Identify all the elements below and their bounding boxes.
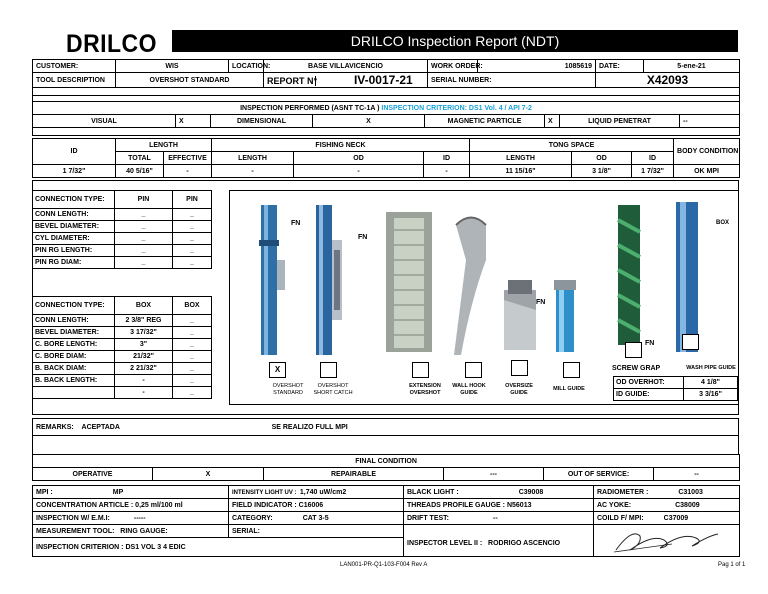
tool-desc-label: TOOL DESCRIPTION	[33, 73, 116, 88]
remarks-value: ACEPTADA	[81, 423, 120, 431]
drift-test-value: --	[493, 514, 498, 522]
fn-od-value: -	[294, 165, 424, 178]
radiometer-value: C31003	[678, 488, 703, 496]
magnetic-label: MAGNETIC PARTICLE	[425, 115, 545, 128]
row-label: PIN RG LENGTH:	[33, 245, 115, 257]
row-label: BEVEL DIAMETER:	[33, 327, 115, 339]
row-label: C. BORE LENGTH:	[33, 339, 115, 351]
report-number: IV-0017-21	[353, 73, 413, 87]
customer-value: WIS	[116, 60, 229, 73]
inspector-signature	[612, 526, 722, 556]
row-value-a: _	[115, 245, 173, 257]
row-label: B. BACK LENGTH:	[33, 375, 115, 387]
ts-length-header: LENGTH	[470, 152, 572, 165]
inspection-methods-table	[32, 114, 740, 136]
guide-dimensions-table	[613, 376, 738, 401]
emi-value: -----	[133, 514, 146, 522]
row-value-b: BOX	[173, 297, 212, 315]
wash-pipe-guide-image	[676, 202, 698, 352]
body-value: OK MPI	[674, 165, 740, 178]
magnetic-mark: X	[545, 115, 560, 128]
fn-id-header: ID	[424, 152, 470, 165]
overshot-standard-caption: OVERSHOT STANDARD	[272, 383, 304, 396]
concentration-label: CONCENTRATION ARTICLE :	[36, 501, 134, 509]
row-label: PIN RG DIAM:	[33, 257, 115, 269]
row-value-b: _	[173, 233, 212, 245]
row-label: CONNECTION TYPE:	[33, 191, 115, 209]
tool-illustrations	[256, 200, 746, 360]
row-label: B. BACK DIAM:	[33, 363, 115, 375]
fn-id-value: -	[424, 165, 470, 178]
customer-label: CUSTOMER:	[33, 60, 116, 73]
inspector-label: INSPECTOR LEVEL II :	[407, 540, 483, 547]
pin-connection-table	[32, 190, 212, 269]
tool-desc-value: OVERSHOT STANDARD	[116, 73, 264, 88]
row-value-b: _	[173, 351, 212, 363]
row-value-a: _	[115, 233, 173, 245]
connection-row	[33, 297, 212, 315]
page-number: Pag 1 of 1	[718, 562, 746, 568]
out-of-service-label: OUT OF SERVICE:	[544, 468, 654, 481]
ac-yoke-value: C38009	[675, 501, 700, 509]
coild-value: C37009	[663, 514, 689, 522]
serial-label: SERIAL NUMBER:	[428, 73, 596, 88]
connection-row	[33, 387, 212, 399]
fishing-neck-header: FISHING NECK	[212, 139, 470, 152]
threads-gauge-value: N56013	[506, 501, 532, 509]
row-label: BEVEL DIAMETER:	[33, 221, 115, 233]
remarks-note: SE REALIZO FULL MPI	[271, 423, 348, 431]
wash-pipe-checkbox[interactable]	[682, 334, 699, 350]
operative-label: OPERATIVE	[33, 468, 153, 481]
drilco-logo: DRILCO	[66, 30, 157, 58]
inspection-performed-label: INSPECTION PERFORMED (ASNT TC-1A )	[240, 104, 380, 112]
final-condition-table	[32, 454, 740, 481]
overshot-short-caption: OVERSHOT SHORT CATCH	[313, 383, 353, 396]
row-value-a: BOX	[115, 297, 173, 315]
location-label: LOCATION:	[229, 60, 264, 73]
inspection-criterion-label: INSPECTION CRITERION: DS1 Vol. 4 / API 7-2	[381, 104, 532, 112]
connection-row	[33, 363, 212, 375]
dimensions-table	[32, 138, 740, 178]
connection-row	[33, 245, 212, 257]
remarks-label: REMARKS:	[36, 423, 74, 431]
out-of-service-mark: --	[654, 468, 740, 481]
black-light-label: BLACK LIGHT :	[407, 488, 459, 496]
work-order-label: WORK ORDER:	[428, 60, 478, 73]
box-label: BOX	[716, 220, 730, 226]
header-table	[32, 59, 740, 115]
threads-gauge-label: THREADS PROFILE GAUGE :	[407, 501, 506, 509]
fn-label-2: FN	[358, 234, 368, 241]
row-value-b: _	[173, 339, 212, 351]
overshot-short-catch-image	[316, 205, 342, 355]
row-value-b: _	[173, 387, 212, 399]
row-value-b: _	[173, 221, 212, 233]
ac-yoke-label: AC YOKE:	[597, 501, 632, 509]
row-label	[33, 387, 115, 399]
row-value-a: 21/32"	[115, 351, 173, 363]
row-label: CONN LENGTH:	[33, 209, 115, 221]
effective-header: EFFECTIVE	[164, 152, 212, 165]
criterion-footer-label: INSPECTION CRITERION :	[36, 543, 124, 551]
dimensional-mark: X	[313, 115, 425, 128]
mill-guide-image	[554, 280, 576, 352]
fn-label-4: FN	[645, 340, 655, 347]
extension-overshot-image	[386, 212, 432, 352]
emi-label: INSPECTION W/ E.M.I:	[36, 514, 110, 522]
screw-grap-image	[618, 205, 640, 345]
category-label: CATEGORY:	[232, 514, 273, 522]
mpi-value: MP	[112, 488, 124, 496]
intensity-label: INTENSITY LIGHT UV :	[232, 489, 297, 496]
oversize-guide-image	[504, 280, 536, 350]
od-overshot-value: 4 1/8"	[684, 377, 738, 389]
mpi-label: MPI :	[36, 488, 53, 496]
overshot-standard-image	[259, 205, 285, 355]
fn-length-header: LENGTH	[212, 152, 294, 165]
fn-label-3: FN	[536, 299, 546, 306]
coild-label: COILD F/ MPI:	[597, 514, 644, 522]
date-label: DATE:	[596, 60, 644, 73]
od-overshot-label: OD OVERHOT:	[614, 377, 684, 389]
field-indicator-value: C16006	[298, 501, 324, 509]
connection-row	[33, 315, 212, 327]
liquid-mark: --	[680, 115, 740, 128]
mill-guide-checkbox[interactable]	[563, 362, 580, 378]
row-value-b: _	[173, 375, 212, 387]
screw-grap-checkbox[interactable]	[625, 342, 642, 358]
row-label: CONNECTION TYPE:	[33, 297, 115, 315]
row-label: CONN LENGTH:	[33, 315, 115, 327]
connection-row	[33, 327, 212, 339]
row-value-a: 2 3/8" REG	[115, 315, 173, 327]
operative-mark: X	[153, 468, 264, 481]
concentration-value: 0,25 ml/100 ml	[135, 501, 183, 509]
date-value: 5-ene-21	[644, 60, 740, 73]
black-light-value: C39008	[518, 488, 544, 496]
oversize-checkbox[interactable]	[511, 360, 528, 376]
criterion-footer-value: DS1 VOL 3 4 EDIC	[125, 543, 186, 551]
row-value-a: 2 21/32"	[115, 363, 173, 375]
row-value-a: -	[115, 375, 173, 387]
row-value-a: _	[115, 221, 173, 233]
extension-caption: EXTENSION OVERSHOT	[409, 383, 441, 396]
body-condition-header: BODY CONDITION	[674, 139, 740, 165]
overshot-standard-checkbox[interactable]: X	[269, 362, 286, 378]
intensity-value: 1,740 uW/cm2	[299, 488, 347, 496]
document-code: LAN001-PR-Q1-103-F004 Rev A	[340, 562, 428, 568]
row-value-b: _	[173, 315, 212, 327]
length-header: LENGTH	[116, 139, 212, 152]
fn-length-value: -	[212, 165, 294, 178]
id-header: ID	[33, 139, 116, 165]
wall-hook-checkbox[interactable]	[465, 362, 482, 378]
mill-guide-caption: MILL GUIDE	[553, 386, 585, 392]
category-value: CAT 3-5	[302, 514, 329, 522]
repairable-label: REPAIRABLE	[264, 468, 444, 481]
radiometer-label: RADIOMETER :	[597, 488, 649, 496]
connection-row	[33, 339, 212, 351]
ts-length-value: 11 15/16"	[470, 165, 572, 178]
ts-id-value: 1 7/32"	[632, 165, 674, 178]
row-value-b: PIN	[173, 191, 212, 209]
row-value-a: PIN	[115, 191, 173, 209]
measurement-tool-label: MEASUREMENT TOOL:	[36, 527, 115, 535]
screw-grap-caption: SCREW GRAP	[612, 365, 661, 372]
measurement-tool-value: RING GAUGE:	[120, 527, 168, 535]
visual-label: VISUAL	[33, 115, 176, 128]
report-title: DRILCO Inspection Report (NDT)	[172, 30, 738, 52]
report-label: REPORT N°	[264, 76, 316, 86]
ts-od-header: OD	[572, 152, 632, 165]
connection-row	[33, 191, 212, 209]
row-value-b: _	[173, 209, 212, 221]
row-value-a: _	[115, 209, 173, 221]
effective-value: -	[164, 165, 212, 178]
connection-row	[33, 209, 212, 221]
visual-mark: X	[176, 115, 211, 128]
id-guide-value: 3 3/16"	[684, 389, 738, 401]
oversize-caption: OVERSIZE GUIDE	[505, 383, 533, 396]
id-guide-label: ID GUIDE:	[614, 389, 684, 401]
tong-space-header: TONG SPACE	[470, 139, 674, 152]
final-condition-label: FINAL CONDITION	[33, 455, 740, 468]
remarks-table	[32, 418, 739, 455]
wall-hook-caption: WALL HOOK GUIDE	[452, 383, 486, 396]
total-header: TOTAL	[116, 152, 164, 165]
overshot-short-checkbox[interactable]	[320, 362, 337, 378]
box-connection-table	[32, 296, 212, 399]
id-value: 1 7/32"	[33, 165, 116, 178]
total-value: 40 5/16"	[116, 165, 164, 178]
extension-checkbox[interactable]	[412, 362, 429, 378]
connection-row	[33, 351, 212, 363]
serial-footer-label: SERIAL:	[229, 525, 404, 538]
location-value: BASE VILLAVICENCIO	[264, 60, 428, 73]
liquid-label: LIQUID PENETRAT	[560, 115, 680, 128]
serial-value: X42093	[596, 73, 740, 88]
work-order-value: 1085619	[478, 60, 596, 73]
ts-od-value: 3 1/8"	[572, 165, 632, 178]
connection-row	[33, 221, 212, 233]
row-value-b: _	[173, 257, 212, 269]
fn-od-header: OD	[294, 152, 424, 165]
row-value-b: _	[173, 363, 212, 375]
wash-pipe-caption: WASH PIPE GUIDE	[686, 365, 736, 371]
row-value-a: 3"	[115, 339, 173, 351]
ts-id-header: ID	[632, 152, 674, 165]
row-value-a: -	[115, 387, 173, 399]
field-indicator-label: FIELD INDICATOR :	[232, 501, 297, 509]
connection-row	[33, 233, 212, 245]
row-value-b: _	[173, 245, 212, 257]
wall-hook-guide-image	[454, 218, 486, 356]
connection-row	[33, 375, 212, 387]
row-label: CYL DIAMETER:	[33, 233, 115, 245]
repairable-mark: ---	[444, 468, 544, 481]
inspector-value: RODRIGO ASCENCIO	[488, 540, 561, 547]
fn-label-1: FN	[291, 220, 301, 227]
row-value-b: _	[173, 327, 212, 339]
dimensional-label: DIMENSIONAL	[211, 115, 313, 128]
row-label: C. BORE DIAM:	[33, 351, 115, 363]
connection-row	[33, 257, 212, 269]
row-value-a: _	[115, 257, 173, 269]
drift-test-label: DRIFT TEST:	[407, 514, 449, 522]
row-value-a: 3 17/32"	[115, 327, 173, 339]
